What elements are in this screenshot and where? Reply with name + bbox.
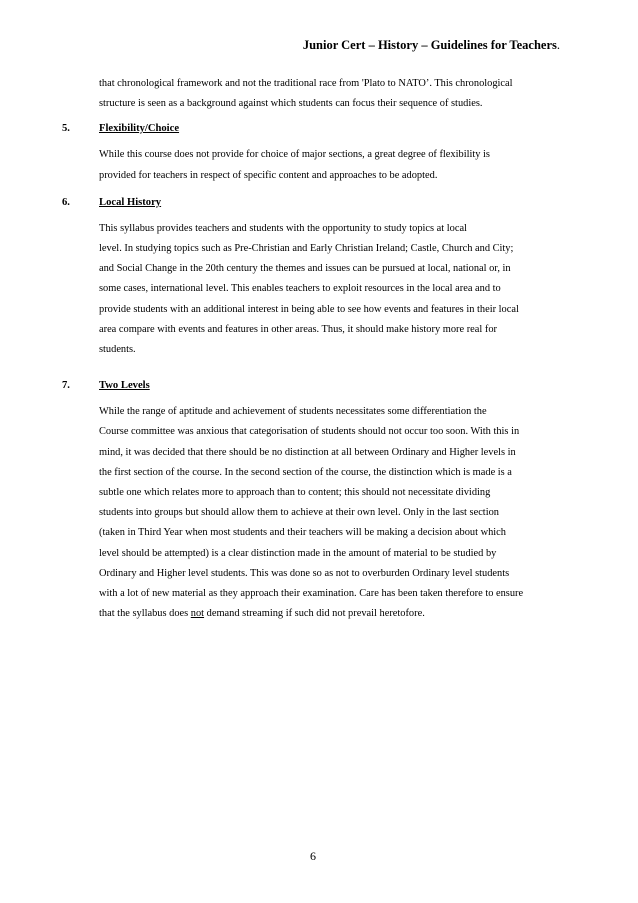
section-number: 7. xyxy=(62,380,70,392)
section-heading xyxy=(62,123,562,139)
emphasis-not: not xyxy=(190,608,205,620)
header-period: . xyxy=(556,38,560,52)
section-paragraph xyxy=(99,402,562,624)
text-line: Course committee was anxious that categorisation of students should not occur too soon. With this in xyxy=(99,426,520,438)
section-local-history xyxy=(62,197,562,360)
text-line: students into groups but should allow them to achieve at their own level. Only in the last section xyxy=(99,507,499,519)
section-title: Local History xyxy=(99,196,162,208)
text-line: the first section of the course. In the second section of the course, the distinction which is made is a xyxy=(99,466,512,478)
text-line: While this course does not provide for choice of major sections, a great degree of flexibility is xyxy=(99,149,490,161)
header-title: Junior Cert – History – Guidelines for Teachers xyxy=(302,38,557,52)
section-two-levels xyxy=(62,380,562,624)
text-line: (taken in Third Year when most students and their teachers will be making a decision about which xyxy=(99,527,506,539)
section-title: Flexibility/Choice xyxy=(99,123,180,135)
section-number: 5. xyxy=(62,123,70,135)
text-line: and Social Change in the 20th century the themes and issues can be pursued at local, national or, in xyxy=(99,263,511,275)
section-paragraph xyxy=(99,145,562,185)
intro-paragraph xyxy=(99,74,562,114)
text-line: provided for teachers in respect of specific content and approaches to be adopted. xyxy=(99,169,438,181)
section-number: 6. xyxy=(62,196,70,208)
text-line: with a lot of new material as they approach their examination. Care has been taken therefore to ensure xyxy=(99,588,524,600)
text-line-last xyxy=(99,604,562,624)
text-line: subtle one which relates more to approach than to content; this should not necessitate dividing xyxy=(99,487,491,499)
text-line: While the range of aptitude and achievement of students necessitates some differentiation the xyxy=(99,406,487,418)
text-line: provide students with an additional interest in being able to see how events and features in their local xyxy=(99,303,519,315)
text-segment: demand streaming if such did not prevail heretofore. xyxy=(204,608,425,620)
text-line: mind, it was decided that there should be no distinction at all between Ordinary and Higher levels in xyxy=(99,446,516,458)
text-line: This syllabus provides teachers and students with the opportunity to study topics at local xyxy=(99,222,467,234)
text-line: structure is seen as a background against which students can focus their sequence of studies. xyxy=(99,98,483,110)
section-heading xyxy=(62,197,562,213)
text-line: some cases, international level. This enables teachers to exploit resources in the local area and to xyxy=(99,283,501,295)
text-line: level should be attempted) is a clear distinction made in the amount of material to be studied by xyxy=(99,547,497,559)
section-heading xyxy=(62,380,562,396)
section-flexibility-choice xyxy=(62,123,562,185)
section-title: Two Levels xyxy=(99,380,150,392)
text-line: Ordinary and Higher level students. This was done so as not to overburden Ordinary level students xyxy=(99,567,510,579)
text-line: students. xyxy=(99,344,136,356)
text-line: level. In studying topics such as Pre-Christian and Early Christian Ireland; Castle, Church and City; xyxy=(99,243,514,255)
section-paragraph xyxy=(99,219,562,360)
page-content xyxy=(62,74,562,624)
text-line: area compare with events and features in other areas. Thus, it should make history more real for xyxy=(99,323,497,335)
page-number: 6 xyxy=(310,849,316,863)
text-segment: that the syllabus does xyxy=(99,608,191,620)
running-header xyxy=(303,38,560,53)
text-line: that chronological framework and not the traditional race from 'Plato to NATO’. This chronological xyxy=(99,78,513,89)
